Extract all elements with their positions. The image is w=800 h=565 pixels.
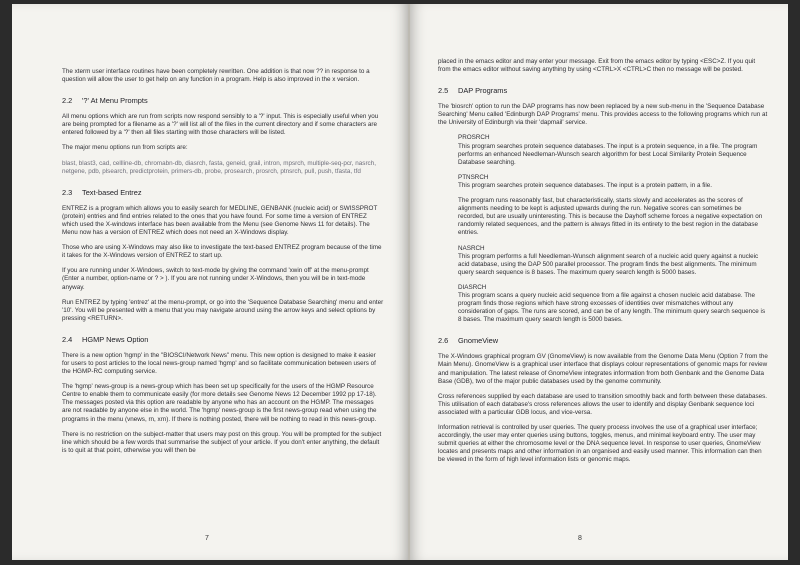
book-spread xyxy=(12,4,788,560)
section-title: GnomeView xyxy=(458,336,499,346)
paragraph: Run ENTREZ by typing 'entrez' at the menu-prompt, or go into the 'Sequence Database Searching' menu and enter '10'. You will be presented with a menu that you may navigate around using the arrow keys and select options by pressing <RETURN>. xyxy=(62,298,384,322)
section-number: 2.6 xyxy=(438,336,449,346)
continued-paragraph: placed in the emacs editor and may enter your message. Exit from the emacs editor by typing <ESC>Z. If you quit from the emacs editor without saving anything by using <CTRL>X <CTRL>C then no message will be posted. xyxy=(438,58,756,74)
program-description: This program searches protein sequence databases. The input is a protein sequence, in a file. The program performs an enhanced Needleman-Wunsch search algorithm for best Local Similarity Protein Sequence Database searching. xyxy=(458,142,758,166)
section-heading-2-6 xyxy=(438,336,768,345)
paragraph: There is a new option 'hgmp' in the "BIOSCI/Network News" menu. This new option is designed to make it easier for users to post articles to the local news-group named 'hgmp' and so facilitate communication between users of the HGMP-RC computing service. xyxy=(62,351,376,376)
program-entry-ptnsrch xyxy=(458,174,768,238)
section-title: Text-based Entrez xyxy=(82,187,142,197)
section-number: 2.2 xyxy=(62,96,73,106)
program-description: This program scans a query nucleic acid sequence from a file against a chosen nucleic acid database. The program finds those regions which have strong excesses of identities over mismatches without any consideration of gaps. The runs are scored, and can be of any length. The minimum query search sequence is 8 bases. The maximum query search length is 5000 bases. xyxy=(458,291,766,324)
right-page xyxy=(410,4,788,560)
page-number: 7 xyxy=(205,535,209,542)
section-title: DAP Programs xyxy=(458,86,508,96)
section-number: 2.4 xyxy=(62,334,73,344)
program-description: This program performs a full Needleman-Wunsch alignment search of a nucleic acid query against a nucleic acid database, using the DAP 500 parallel processor. The program finds the best alignments. The minimum query search sequence is 8 bases. The maximum query search length is 5000 bases. xyxy=(458,252,759,276)
right-page-content xyxy=(438,58,768,471)
paragraph: The 'biosrch' option to run the DAP programs has now been replaced by a new sub-menu in the 'Sequence Database Searching' Menu called 'Edinburgh DAP Programs' menu. This provides access to the following programs which run at the University of Edinburgh via their 'dapmail' service. xyxy=(438,103,768,127)
program-description: This program searches protein sequence databases. The input is a protein pattern, in a file. xyxy=(458,181,713,189)
section-heading-2-3 xyxy=(62,188,384,197)
section-number: 2.5 xyxy=(438,86,449,96)
program-name: NASRCH xyxy=(458,244,485,252)
section-heading-2-5 xyxy=(438,86,768,95)
program-name: PROSRCH xyxy=(458,134,490,142)
program-name: DIASRCH xyxy=(458,283,487,291)
program-entry-diasrch xyxy=(458,284,768,324)
section-heading-2-2 xyxy=(62,96,384,105)
paragraph: The major menu options run from scripts are: xyxy=(62,144,188,152)
program-entry-prosrch xyxy=(458,134,768,166)
paragraph: Those who are using X-Windows may also like to investigate the text-based ENTREZ program because of the time it takes for the X-Windows version of ENTREZ to start up. xyxy=(62,244,382,260)
section-heading-2-4 xyxy=(62,335,384,344)
left-page-content xyxy=(62,68,384,462)
program-list: blast, blast3, cad, cellline-db, chromabn-db, diasrch, fasta, geneid, grail, intron, mpsrch, multiple-seq-pcr, nasrch, netgene, pdb, plsearch, predictprotein, primers-db, probe, prosearch, prosrch, ptnsrch, pull, push, tfasta, tfd xyxy=(62,159,376,175)
section-title: '?' At Menu Prompts xyxy=(82,96,148,106)
paragraph: All menu options which are run from scripts now respond sensibly to a '?' input. This is especially useful when you are being prompted for a filename as a '?' will list all of the files in the current directory and if some characters are entered followed by a '?' then all files starting with those characters will be listed. xyxy=(62,113,379,137)
left-page xyxy=(12,4,408,560)
intro-paragraph: The xterm user interface routines have been completely rewritten. One addition is that now ?? in response to a question will allow the user to get help on any function in a program. Help is also improved in the x version. xyxy=(62,68,370,84)
paragraph: The X-Windows graphical program GV (GnomeView) is now available from the Genome Data Menu (Option 7 from the Main Menu). GnomeView is a graphical user interface that displays colour representations of genomic maps for review and manipulation. The latest release of GnomeView integrates information from both Genbank and the Genome Data Base (GDB), two of the major public databases used by the genome community. xyxy=(438,353,768,385)
page-number: 8 xyxy=(578,535,582,542)
section-number: 2.3 xyxy=(62,187,73,197)
program-description: The program runs reasonably fast, but characteristically, starts slowly and accelerates as the scores of alignments needing to be kept is adjusted upwards during the run. Negative scores can sometimes be recorded, but are usually uninteresting. This is because the Dayhoff scheme forces a negative expectation on randomly related sequences, and the pattern is always fitted in its entirety to the best region in the database entries. xyxy=(458,197,763,237)
section-title: HGMP News Option xyxy=(82,334,149,344)
paragraph: ENTREZ is a program which allows you to easily search for MEDLINE, GENBANK (nucleic acid) or SWISSPROT (protein) entries and find entries related to the ones that you have found. For some time a version of ENTREZ which used the X-windows interface has been available from the Menu (see Genome News 11 for details). The Menu now has a version of ENTREZ which does not need an X-Windows display. xyxy=(62,204,378,237)
paragraph: Information retrieval is controlled by user queries. The query process involves the use of a graphical user interface; accordingly, the user may enter queries using buttons, toggles, menus, and minimal keyboard entry. The user may submit queries at either the chromosome level or the DNA sequence level. In response to user queries, GnomeView locates and presents maps and other information in an organised and easily used manner. This information can then be viewed in the form of high level information lists or genomic maps. xyxy=(438,424,762,464)
paragraph: The 'hgmp' news-group is a news-group which has been set up specifically for the users of the HGMP Resource Centre to enable them to communicate easily (for more details see Genome News 12 December 1992 pp 17-18). The messages posted via this option are readable by anyone who has an account on the HGMP. The messages are not readable by anyone else in the world. The 'hgmp' news-group is the first news-group read when using the programs in the menu (vnews, rn, xrn). If there is nothing posted, there will be nothing to read in this news-group. xyxy=(62,383,377,423)
program-entry-nasrch xyxy=(458,245,768,277)
paragraph: There is no restriction on the subject-matter that users may post on this group. You will be prompted for the subject line which should be a few words that summarise the subject of your article. If you don't enter anything, the default is to quit at that point, otherwise you will then be xyxy=(62,430,382,454)
program-name: PTNSRCH xyxy=(458,173,489,181)
paragraph: Cross references supplied by each database are used to transition smoothly back and forth between these databases. This utilisation of each database's cross references allows the user to identify and display Genbank sequence loci associated with a particular GDB locus, and vice-versa. xyxy=(438,392,768,416)
paragraph: If you are running under X-Windows, switch to text-mode by giving the command 'xwin off' at the menu-prompt (Enter a number, option-name or ? > ). If you are not running under X-Windows, then you will be in text-mode anyway. xyxy=(62,267,369,291)
